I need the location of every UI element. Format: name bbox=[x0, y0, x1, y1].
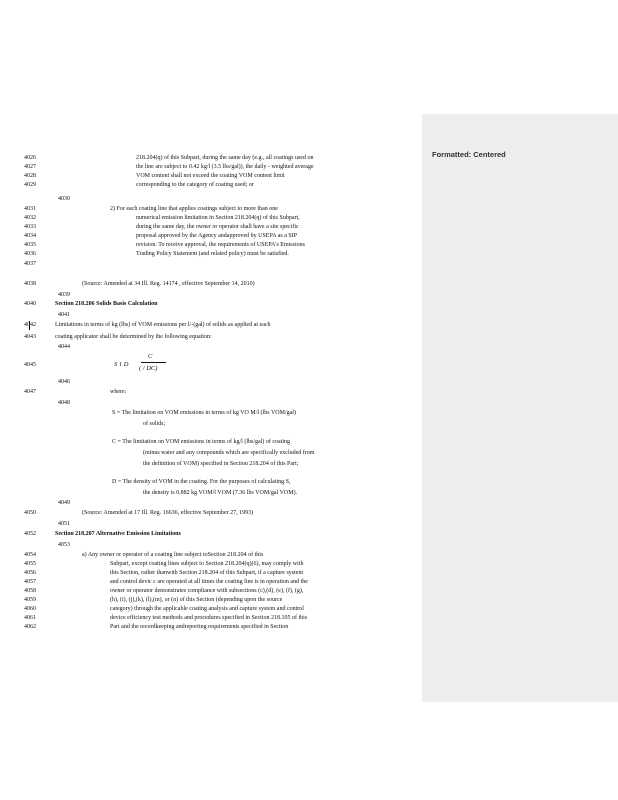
equation-denominator: ( / DC) bbox=[139, 365, 158, 372]
line-number: 4046 bbox=[58, 379, 70, 385]
line-number: 4054 bbox=[24, 552, 36, 558]
line-number: 4053 bbox=[58, 542, 70, 548]
document-text-line: a) Any owner or operator of a coating line subject toSection 218.204 of this bbox=[82, 552, 264, 558]
equation-fraction-bar bbox=[141, 362, 166, 363]
line-number: 4049 bbox=[58, 500, 70, 506]
formatting-comment-label: Formatted: Centered bbox=[432, 150, 506, 159]
line-number: 4055 bbox=[24, 561, 36, 567]
line-number: 4043 bbox=[24, 334, 36, 340]
document-text-line: the line are subject to 0.42 kg/l (3.5 lbs/gal)), the daily - weighted average bbox=[136, 164, 314, 170]
line-number: 4056 bbox=[24, 570, 36, 576]
line-number: 4032 bbox=[24, 215, 36, 221]
document-text-line: of solids; bbox=[143, 421, 166, 427]
document-text-line: category) through the applicable coating analysis and capture system and control bbox=[110, 606, 304, 612]
line-number: 4058 bbox=[24, 588, 36, 594]
document-text-line: device efficiency test methods and procedures specified in Section 218.105 of this bbox=[110, 615, 308, 621]
equation-lhs: S 1 D bbox=[114, 361, 129, 368]
document-text-line: 2) For each coating line that applies coatings subject to more than one bbox=[110, 206, 278, 212]
document-text-line: VOM content shall not exceed the coating VOM content limit bbox=[136, 173, 285, 179]
document-text-line: corresponding to the category of coating used; or bbox=[136, 182, 254, 188]
document-text-line: this Section, rather thanwith Section 218.204 of this Subpart, if a capture system bbox=[110, 570, 304, 576]
line-number: 4041 bbox=[58, 312, 70, 318]
line-number: 4033 bbox=[24, 224, 36, 230]
line-number: 4059 bbox=[24, 597, 36, 603]
line-number: 4029 bbox=[24, 182, 36, 188]
comment-margin-pane bbox=[422, 114, 618, 702]
line-number: 4051 bbox=[58, 521, 70, 527]
line-number: 4035 bbox=[24, 242, 36, 248]
line-number: 4027 bbox=[24, 164, 36, 170]
document-text-line: the density is 0.882 kg VOM/l VOM (7.36 lbs VOM/gal VOM). bbox=[143, 490, 298, 496]
line-number: 4040 bbox=[24, 301, 36, 307]
line-number: 4052 bbox=[24, 531, 36, 537]
document-text-line: during the same day, the owner or operator shall have a site specific bbox=[136, 224, 299, 230]
document-text-line: (Source: Amended at 34 Ill. Reg. 14174 , effective September 14, 2010) bbox=[82, 281, 255, 287]
document-text-line: and control devic c are operated at all times the coating line is in operation and the bbox=[110, 579, 308, 585]
document-text-line: the definition of VOM) specified in Section 218.204 of this Part; bbox=[143, 461, 299, 467]
document-text-line: owner or operator demonstrates compliance with subsections (c),(d), (e), (f), (g), bbox=[110, 588, 304, 594]
document-text-line: Limitations in terms of kg (lbs) of VOM emissions per l/-(gal) of solids as applied at each bbox=[55, 322, 271, 328]
section-heading: Section 218.207 Alternative Emission Limitations bbox=[55, 531, 181, 537]
line-number: 4044 bbox=[58, 344, 70, 350]
document-text-line: (minus water and any compounds which are specifically excluded from bbox=[143, 450, 315, 456]
line-number: 4037 bbox=[24, 261, 36, 267]
document-text-line: (Source: Amended at 17 Ill. Reg. 16636, effective September 27, 1993) bbox=[82, 510, 254, 516]
line-number: 4030 bbox=[58, 196, 70, 202]
line-number: 4031 bbox=[24, 206, 36, 212]
document-text-line: Subpart, except coating lines subject to Section 218.204(q)(6), may comply with bbox=[110, 561, 304, 567]
document-text-line: 218.204(q) of this Subpart, during the same day (e.g., all coatings used on bbox=[136, 155, 314, 161]
document-text-line: Trading Policy Statement (and related policy) must be satisfied. bbox=[136, 251, 289, 257]
document-text-line: revision. To receive approval, the requirements of USEPA's Emissions bbox=[136, 242, 305, 248]
line-number: 4038 bbox=[24, 281, 36, 287]
line-number: 4036 bbox=[24, 251, 36, 257]
document-text-line: proposal approved by the Agency andapproved by USEPA as a SIP bbox=[136, 233, 298, 239]
line-number: 4028 bbox=[24, 173, 36, 179]
section-heading: Section 218.206 Solids Basis Calculation bbox=[55, 301, 158, 307]
line-number: 4060 bbox=[24, 606, 36, 612]
line-number: 4061 bbox=[24, 615, 36, 621]
line-number: 4047 bbox=[24, 389, 36, 395]
document-text-line: coating applicator shall be determined by the following equation: bbox=[55, 334, 212, 340]
document-text-line: (h), (i), (j),(k), (l),(m), or (n) of this Section (depending upon the source bbox=[110, 597, 283, 603]
document-text-line: numerical emission limitation in Section 218.204(q) of this Subpart, bbox=[136, 215, 300, 221]
line-number: 4062 bbox=[24, 624, 36, 630]
document-text-line: Part and the recordkeeping andreporting requirements specified in Section bbox=[110, 624, 289, 630]
document-text-line: C = The limitation on VOM emissions in terms of kg/l (lbs/gal) of coating bbox=[112, 439, 290, 445]
document-text-line: where: bbox=[110, 389, 127, 395]
line-number: 4048 bbox=[58, 400, 70, 406]
line-number: 4034 bbox=[24, 233, 36, 239]
line-number: 4026 bbox=[24, 155, 36, 161]
line-number: 4045 bbox=[24, 362, 36, 368]
line-number: 4050 bbox=[24, 510, 36, 516]
line-number: 4042 bbox=[24, 322, 36, 328]
equation-numerator: C bbox=[148, 353, 153, 360]
line-number: 4039 bbox=[58, 292, 70, 298]
document-text-line: S = The limitation on VOM emissions in terms of kg VO M/l (lbs VOM/gal) bbox=[112, 410, 296, 416]
line-number: 4057 bbox=[24, 579, 36, 585]
document-text-line: D = The density of VOM in the coating. For the purposes of calculating S, bbox=[112, 479, 291, 485]
